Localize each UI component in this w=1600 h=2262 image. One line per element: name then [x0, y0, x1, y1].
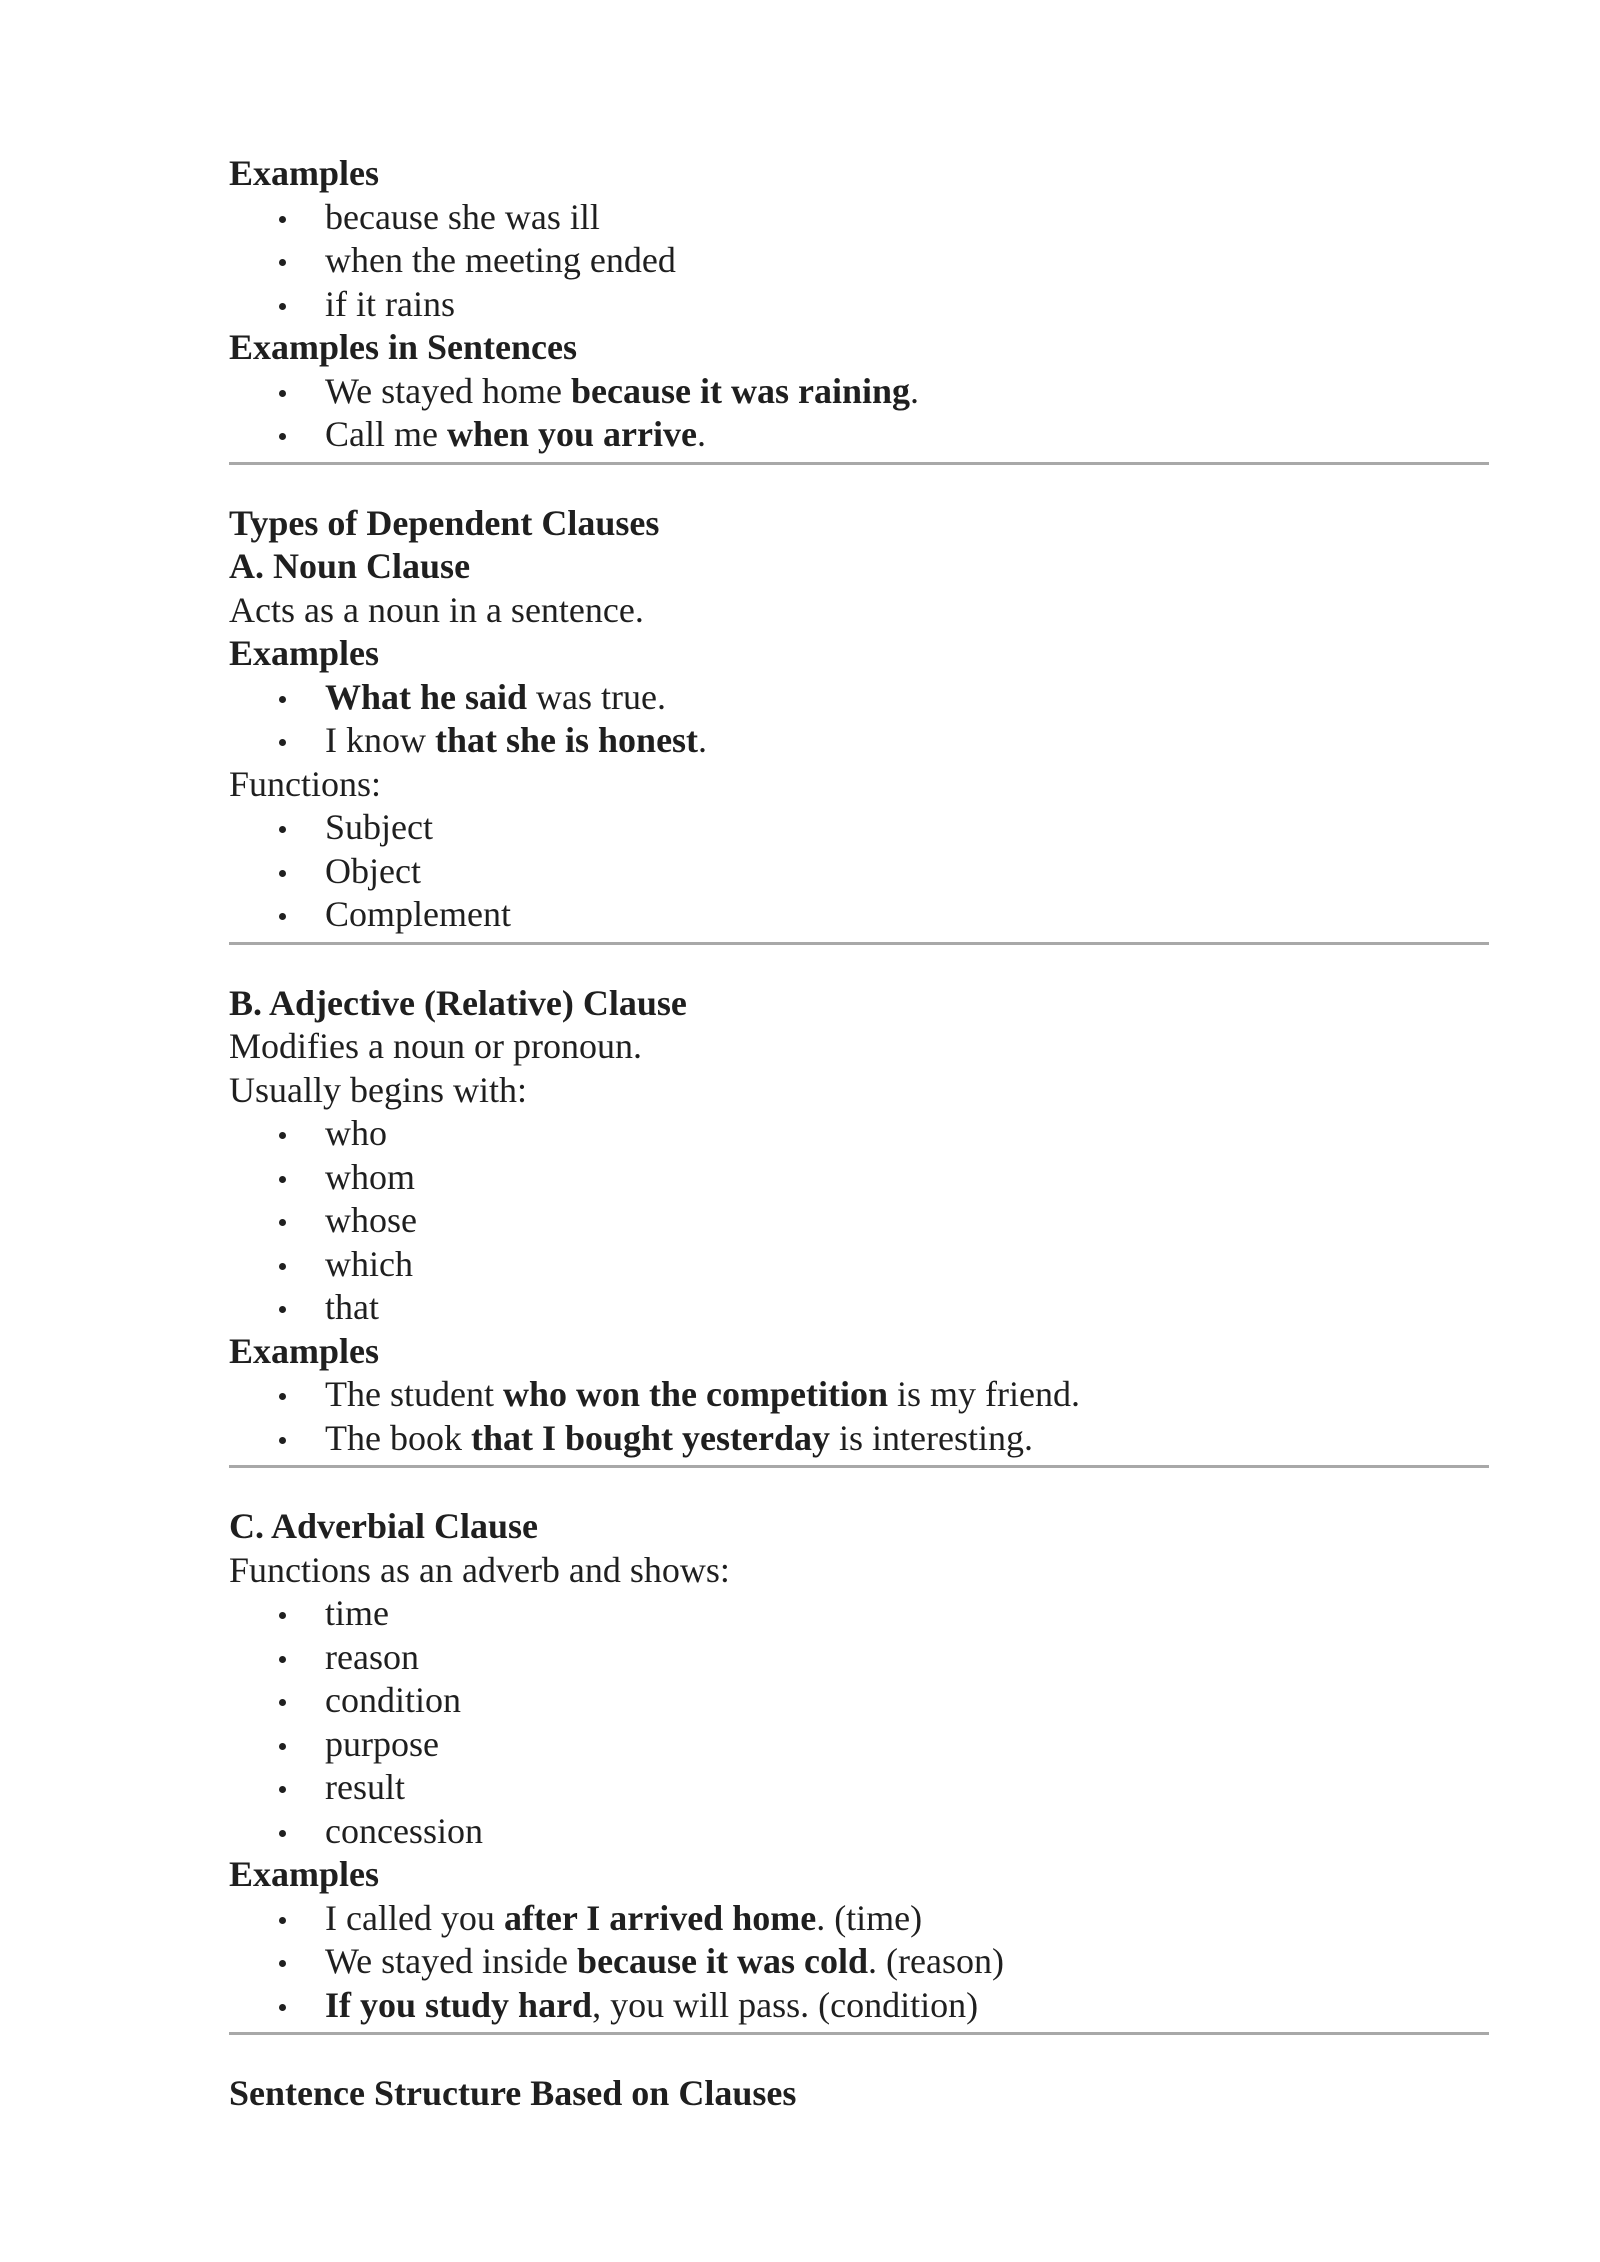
noun-clause-definition: Acts as a noun in a sentence. — [229, 589, 644, 630]
types-heading: Types of Dependent Clauses — [229, 502, 660, 543]
examples-in-sentences-heading: Examples in Sentences — [229, 327, 578, 367]
list-item: Complement — [325, 893, 1489, 937]
list-item: If you study hard, you will pass. (condition) — [325, 1984, 1489, 2028]
list-item: result — [325, 1766, 1489, 1810]
list-item: Call me when you arrive. — [325, 413, 1489, 457]
list-item: reason — [325, 1636, 1489, 1680]
list-item: when the meeting ended — [325, 239, 1489, 283]
intro-examples-list — [229, 196, 1489, 327]
functions-list — [229, 806, 1489, 937]
list-item: The student who won the competition is my friend. — [325, 1373, 1489, 1417]
adverbial-shows-list — [229, 1592, 1489, 1853]
list-item: concession — [325, 1810, 1489, 1854]
list-item: What he said was true. — [325, 676, 1489, 720]
examples-heading: Examples — [229, 153, 380, 193]
list-item: condition — [325, 1679, 1489, 1723]
list-item: I know that she is honest. — [325, 719, 1489, 763]
list-item: whom — [325, 1156, 1489, 1200]
divider — [229, 2032, 1489, 2035]
document-page — [229, 152, 1489, 2116]
noun-clause-heading: A. Noun Clause — [229, 546, 471, 586]
adverbial-clause-heading: C. Adverbial Clause — [229, 1506, 539, 1546]
divider — [229, 1465, 1489, 1468]
examples-heading: Examples — [229, 1854, 380, 1894]
intro-sentences-list — [229, 370, 1489, 457]
begins-with-label: Usually begins with: — [229, 1069, 527, 1110]
list-item: whose — [325, 1199, 1489, 1243]
examples-heading: Examples — [229, 1330, 380, 1371]
divider — [229, 942, 1489, 945]
list-item: Object — [325, 850, 1489, 894]
adverbial-examples-list — [229, 1897, 1489, 2028]
examples-heading: Examples — [229, 633, 380, 673]
list-item: Subject — [325, 806, 1489, 850]
functions-label: Functions: — [229, 763, 382, 804]
list-item: if it rains — [325, 283, 1489, 327]
list-item: The book that I bought yesterday is interesting. — [325, 1417, 1489, 1461]
list-item: We stayed inside because it was cold. (reason) — [325, 1940, 1489, 1984]
list-item: which — [325, 1243, 1489, 1287]
list-item: that — [325, 1286, 1489, 1330]
adjective-examples-list — [229, 1373, 1489, 1460]
adverbial-clause-definition: Functions as an adverb and shows: — [229, 1549, 730, 1590]
sentence-structure-heading: Sentence Structure Based on Clauses — [229, 2073, 797, 2113]
noun-examples-list — [229, 676, 1489, 763]
divider — [229, 462, 1489, 465]
list-item: purpose — [325, 1723, 1489, 1767]
adjective-clause-definition: Modifies a noun or pronoun. — [229, 1026, 642, 1066]
list-item: who — [325, 1112, 1489, 1156]
list-item: I called you after I arrived home. (time) — [325, 1897, 1489, 1941]
relative-pronouns-list — [229, 1112, 1489, 1330]
list-item: We stayed home because it was raining. — [325, 370, 1489, 414]
list-item: because she was ill — [325, 196, 1489, 240]
list-item: time — [325, 1592, 1489, 1636]
adjective-clause-heading: B. Adjective (Relative) Clause — [229, 982, 687, 1023]
